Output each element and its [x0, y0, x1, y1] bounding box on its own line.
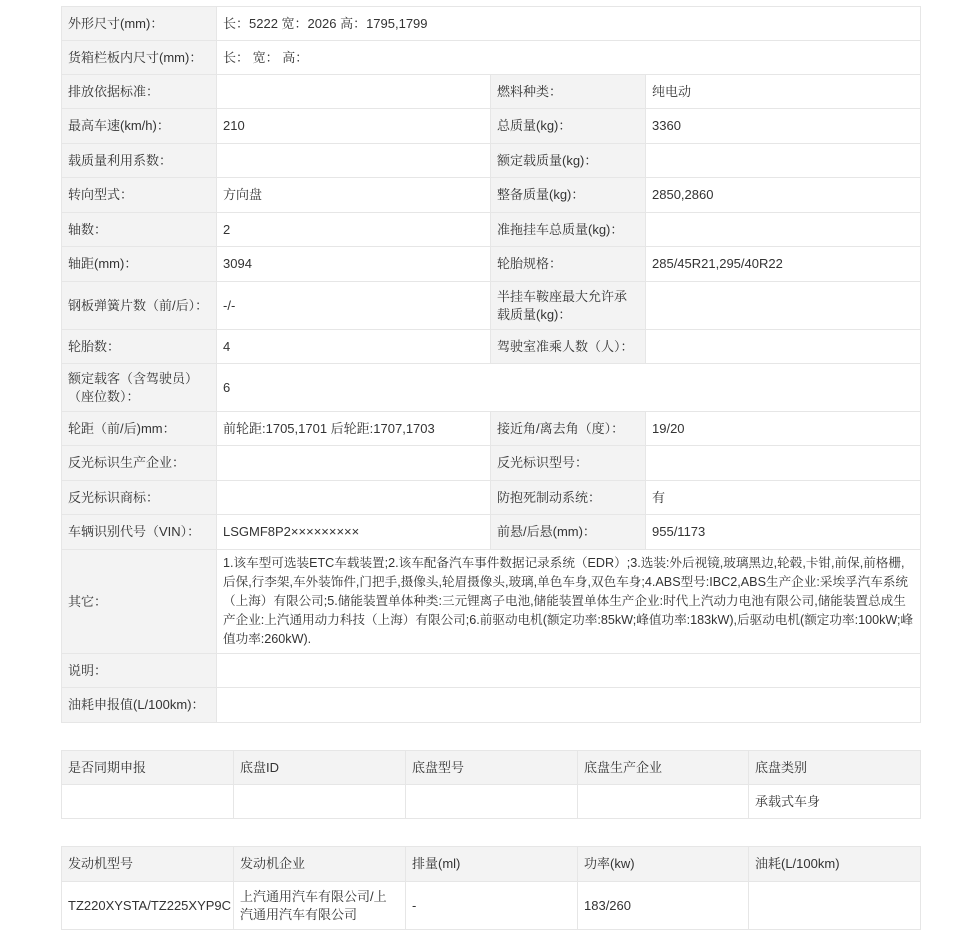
- table-cell: -: [406, 882, 578, 930]
- table-cell: 承载式车身: [749, 785, 921, 819]
- table-row: [62, 412, 921, 446]
- spec-label: 额定载客（含驾驶员）（座位数）：: [62, 364, 217, 412]
- table-cell: TZ220XYSTA/TZ225XYP9C: [62, 882, 234, 930]
- spec-value: [217, 144, 491, 178]
- table-row: [62, 515, 921, 550]
- table-row: [62, 654, 921, 688]
- spec-value: 长： 宽： 高：: [217, 41, 921, 75]
- spec-value: -/-: [217, 282, 491, 330]
- table-row: [62, 882, 921, 930]
- spec-label: 反光标识型号：: [491, 446, 646, 481]
- spec-value: 4: [217, 330, 491, 364]
- spec-label: 额定载质量(kg)：: [491, 144, 646, 178]
- table-cell: 上汽通用汽车有限公司/上汽通用汽车有限公司: [234, 882, 406, 930]
- spec-value: 前轮距:1705,1701 后轮距:1707,1703: [217, 412, 491, 446]
- spec-label: 外形尺寸(mm)：: [62, 7, 217, 41]
- spec-value: LSGMF8P2×××××××××: [217, 515, 491, 550]
- column-header: 发动机企业: [234, 847, 406, 882]
- spec-value: [217, 688, 921, 723]
- column-header: 底盘ID: [234, 751, 406, 785]
- table-row: [62, 178, 921, 213]
- chassis-section: [61, 750, 920, 819]
- table-row: [62, 364, 921, 412]
- spec-value: [646, 144, 921, 178]
- spec-label: 货箱栏板内尺寸(mm)：: [62, 41, 217, 75]
- spec-label: 最高车速(km/h)：: [62, 109, 217, 144]
- spec-label: 前悬/后悬(mm)：: [491, 515, 646, 550]
- specs-table: [61, 6, 921, 723]
- spec-value: [217, 654, 921, 688]
- spec-value: 6: [217, 364, 921, 412]
- spec-value: [217, 75, 491, 109]
- spec-label: 总质量(kg)：: [491, 109, 646, 144]
- table-row: [62, 481, 921, 515]
- spec-label: 接近角/离去角（度）：: [491, 412, 646, 446]
- spec-value: 方向盘: [217, 178, 491, 213]
- table-cell: [578, 785, 749, 819]
- spec-value: 3360: [646, 109, 921, 144]
- spec-label: 准拖挂车总质量(kg)：: [491, 213, 646, 247]
- column-header: 底盘生产企业: [578, 751, 749, 785]
- table-row: [62, 550, 921, 654]
- column-header: 功率(kw): [578, 847, 749, 882]
- column-header: 发动机型号: [62, 847, 234, 882]
- spec-label: 转向型式：: [62, 178, 217, 213]
- specs-section: [61, 6, 920, 723]
- spec-label: 反光标识生产企业：: [62, 446, 217, 481]
- table-row: [62, 282, 921, 330]
- spec-value: 2850,2860: [646, 178, 921, 213]
- spec-value: 285/45R21,295/40R22: [646, 247, 921, 282]
- table-row: [62, 446, 921, 481]
- spec-value: 长：5222 宽：2026 高：1795,1799: [217, 7, 921, 41]
- spec-label: 排放依据标准：: [62, 75, 217, 109]
- table-row: [62, 785, 921, 819]
- table-header-row: [62, 847, 921, 882]
- table-header-row: [62, 751, 921, 785]
- spec-label: 轴距(mm)：: [62, 247, 217, 282]
- spec-value: [646, 446, 921, 481]
- spec-value: 3094: [217, 247, 491, 282]
- spec-label: 钢板弹簧片数（前/后）：: [62, 282, 217, 330]
- column-header: 底盘型号: [406, 751, 578, 785]
- table-row: [62, 247, 921, 282]
- table-row: [62, 7, 921, 41]
- column-header: 排量(ml): [406, 847, 578, 882]
- spec-label: 驾驶室准乘人数（人）：: [491, 330, 646, 364]
- spec-label: 轮胎规格：: [491, 247, 646, 282]
- engine-table: [61, 846, 921, 930]
- spec-label: 燃料种类：: [491, 75, 646, 109]
- engine-section: [61, 846, 920, 930]
- spec-value: [646, 213, 921, 247]
- spec-label: 整备质量(kg)：: [491, 178, 646, 213]
- spec-label: 反光标识商标：: [62, 481, 217, 515]
- spec-value: [646, 282, 921, 330]
- table-cell: 183/260: [578, 882, 749, 930]
- spec-value: 纯电动: [646, 75, 921, 109]
- spec-value: 1.该车型可选装ETC车载装置;2.该车配备汽车事件数据记录系统（EDR）;3.选装:外后视镜,玻璃黑边,轮毂,卡钳,前保,前格栅,后保,行李架,车外装饰件,门把手,摄像头,轮眉摄像头,玻璃,单色车身,双色车身;4.ABS型号:IBC2,ABS生产企业:采埃孚汽车系统（上海）有限公司;5.储能装置单体种类:三元锂离子电池,储能装置单体生产企业:时代上汽动力电池有限公司,储能装置总成生产企业:上汽通用动力科技（上海）有限公司;6.前驱动电机(额定功率:85kW;峰值功率:183kW),后驱动电机(额定功率:100kW;峰值功率:260kW).: [217, 550, 921, 654]
- table-row: [62, 688, 921, 723]
- spec-label: 轴数：: [62, 213, 217, 247]
- table-cell: [749, 882, 921, 930]
- table-cell: [62, 785, 234, 819]
- column-header: 底盘类别: [749, 751, 921, 785]
- chassis-table: [61, 750, 921, 819]
- spec-label: 车辆识别代号（VIN）：: [62, 515, 217, 550]
- table-row: [62, 109, 921, 144]
- spec-label: 轮胎数：: [62, 330, 217, 364]
- table-row: [62, 330, 921, 364]
- table-row: [62, 41, 921, 75]
- spec-label: 半挂车鞍座最大允许承载质量(kg)：: [491, 282, 646, 330]
- spec-label: 防抱死制动系统：: [491, 481, 646, 515]
- spec-value: 19/20: [646, 412, 921, 446]
- spec-label: 其它：: [62, 550, 217, 654]
- spec-value: 210: [217, 109, 491, 144]
- spec-label: 轮距（前/后)mm：: [62, 412, 217, 446]
- spec-value: [646, 330, 921, 364]
- spec-label: 说明：: [62, 654, 217, 688]
- column-header: 油耗(L/100km): [749, 847, 921, 882]
- spec-value: [217, 446, 491, 481]
- spec-label: 载质量利用系数：: [62, 144, 217, 178]
- column-header: 是否同期申报: [62, 751, 234, 785]
- spec-value: 2: [217, 213, 491, 247]
- spec-value: [217, 481, 491, 515]
- table-row: [62, 75, 921, 109]
- table-cell: [406, 785, 578, 819]
- spec-value: 有: [646, 481, 921, 515]
- table-cell: [234, 785, 406, 819]
- table-row: [62, 213, 921, 247]
- spec-value: 955/1173: [646, 515, 921, 550]
- spec-label: 油耗申报值(L/100km)：: [62, 688, 217, 723]
- table-row: [62, 144, 921, 178]
